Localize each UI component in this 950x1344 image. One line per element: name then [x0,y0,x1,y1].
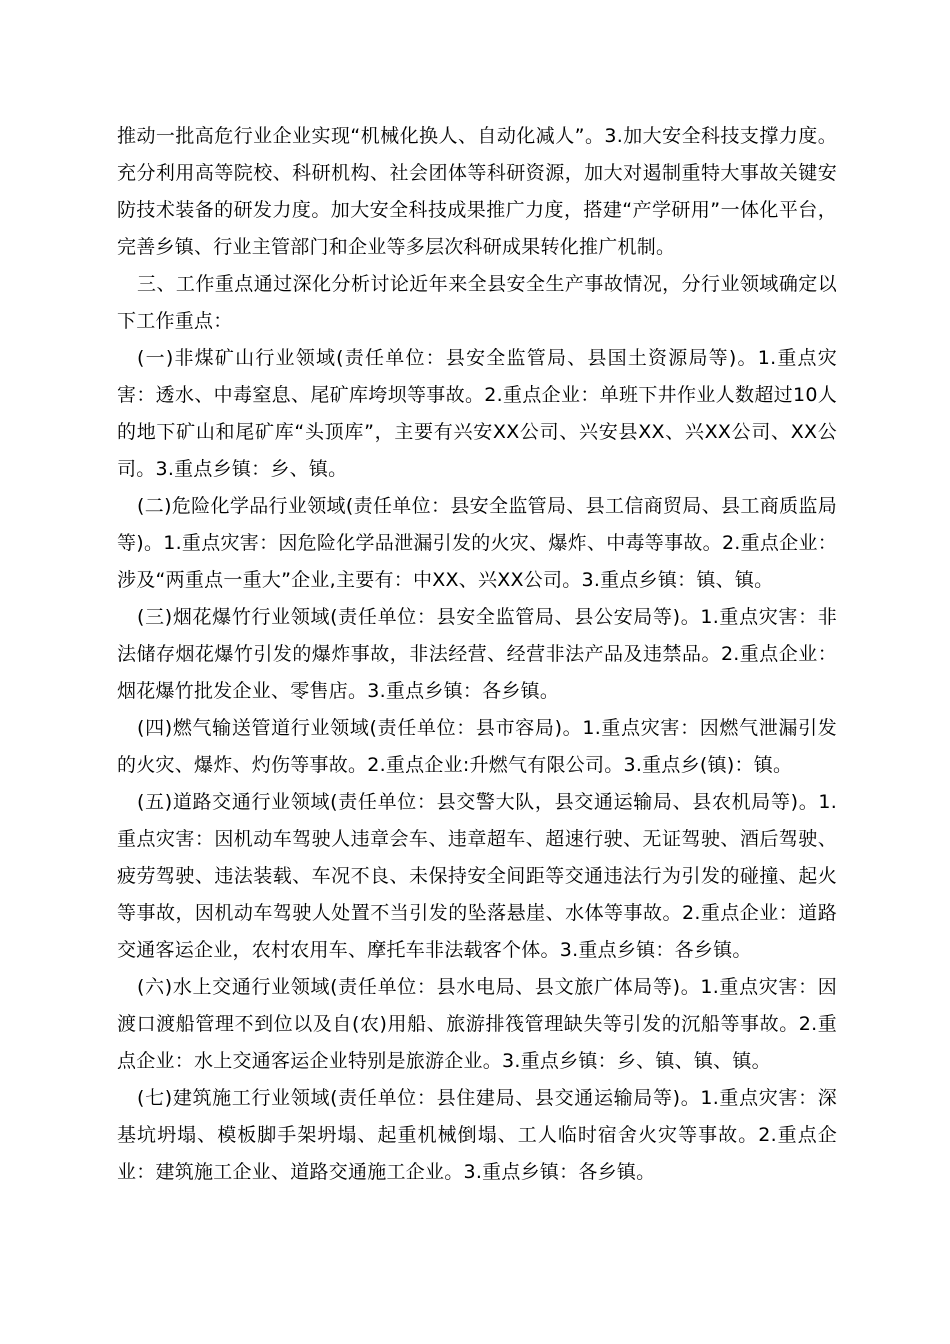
paragraph-non-coal-mines: (一)非煤矿山行业领域(责任单位：县安全监管局、县国土资源局等)。1.重点灾害：透水、中毒窒息、尾矿库垮坝等事故。2.重点企业：单班下井作业人数超过10人的地下矿山和尾矿库“头顶库”，主要有兴安XX公司、兴安县XX、兴XX公司、XX公司。3.重点乡镇：乡、镇。 [117,347,837,480]
paragraph-gas-pipelines: (四)燃气输送管道行业领域(责任单位：县市容局)。1.重点灾害：因燃气泄漏引发的火灾、爆炸、灼伤等事故。2.重点企业:升燃气有限公司。3.重点乡(镇)：镇。 [117,717,837,776]
document-body [117,118,837,1191]
paragraph-road-traffic: (五)道路交通行业领域(责任单位：县交警大队，县交通运输局、县农机局等)。1.重点灾害：因机动车驾驶人违章会车、违章超车、超速行驶、无证驾驶、酒后驾驶、疲劳驾驶、违法装载、车况不良、未保持安全间距等交通违法行为引发的碰撞、起火等事故，因机动车驾驶人处置不当引发的坠落悬崖、水体等事故。2.重点企业：道路交通客运企业，农村农用车、摩托车非法载客个体。3.重点乡镇：各乡镇。 [117,791,837,961]
paragraph-fireworks: (三)烟花爆竹行业领域(责任单位：县安全监管局、县公安局等)。1.重点灾害：非法储存烟花爆竹引发的爆炸事故，非法经营、经营非法产品及违禁品。2.重点企业：烟花爆竹批发企业、零售店。3.重点乡镇：各乡镇。 [117,606,837,702]
paragraph-hazardous-chemicals: (二)危险化学品行业领域(责任单位：县安全监管局、县工信商贸局、县工商质监局等)。1.重点灾害：因危险化学品泄漏引发的火灾、爆炸、中毒等事故。2.重点企业：涉及“两重点一重大”企业,主要有：中XX、兴XX公司。3.重点乡镇：镇、镇。 [117,495,837,591]
paragraph-section-3-heading: 三、工作重点通过深化分析讨论近年来全县安全生产事故情况，分行业领域确定以下工作重点： [117,273,837,332]
paragraph-construction: (七)建筑施工行业领域(责任单位：县住建局、县交通运输局等)。1.重点灾害：深基坑坍塌、模板脚手架坍塌、起重机械倒塌、工人临时宿舍火灾等事故。2.重点企业：建筑施工企业、道路交通施工企业。3.重点乡镇：各乡镇。 [117,1087,837,1183]
paragraph-tech-support: 推动一批高危行业企业实现“机械化换人、自动化减人”。3.加大安全科技支撑力度。充分利用高等院校、科研机构、社会团体等科研资源，加大对遏制重特大事故关键安防技术装备的研发力度。加大安全科技成果推广力度，搭建“产学研用”一体化平台，完善乡镇、行业主管部门和企业等多层次科研成果转化推广机制。 [117,125,837,258]
paragraph-water-traffic: (六)水上交通行业领域(责任单位：县水电局、县文旅广体局等)。1.重点灾害：因渡口渡船管理不到位以及自(农)用船、旅游排筏管理缺失等引发的沉船等事故。2.重点企业：水上交通客运企业特别是旅游企业。3.重点乡镇：乡、镇、镇、镇。 [117,976,837,1072]
